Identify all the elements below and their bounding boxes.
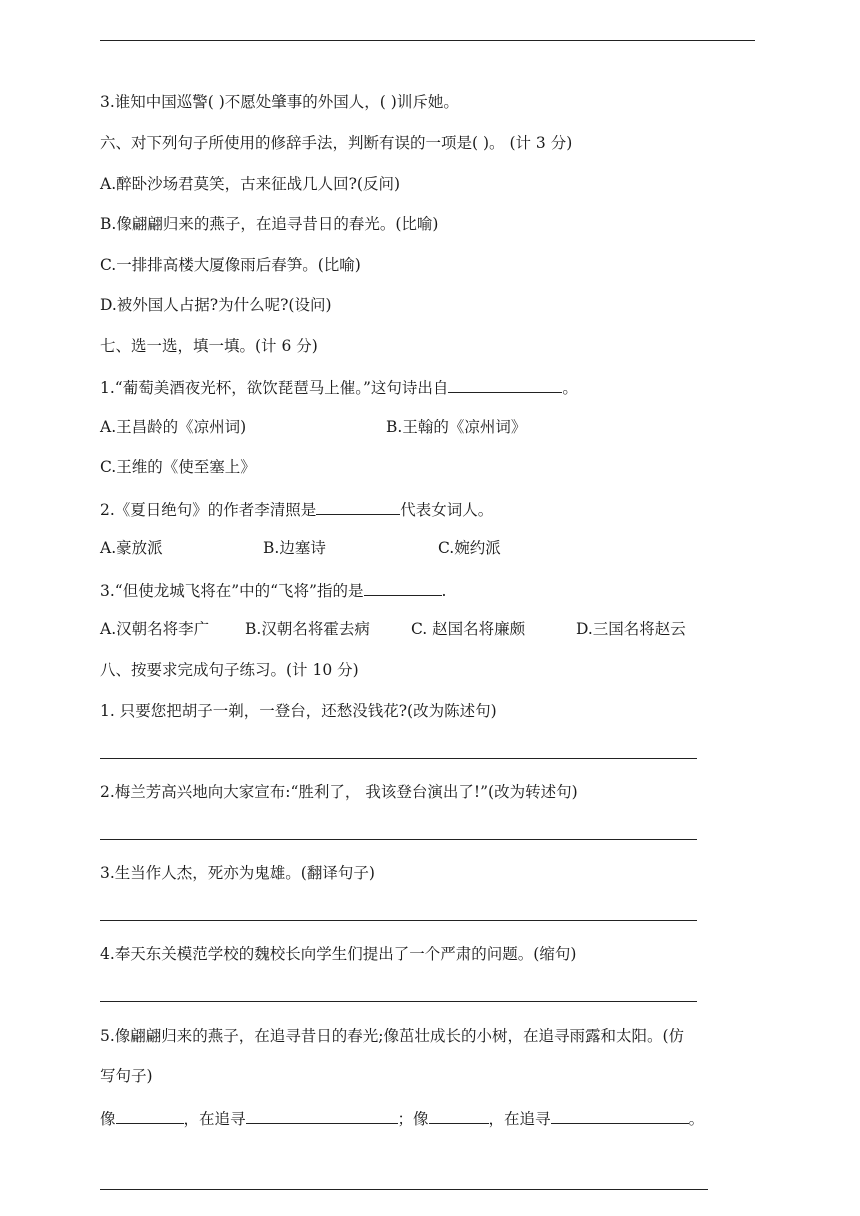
fill-blank-2[interactable] bbox=[246, 1107, 398, 1124]
q2-option-b: B.边塞诗 bbox=[263, 539, 326, 557]
section-8-item-3: 3.生当作人杰，死亦为鬼雄。(翻译句子) bbox=[100, 864, 375, 882]
section-6-title: 六、对下列句子所使用的修辞手法，判断有误的一项是( )。 (计 3 分) bbox=[100, 134, 573, 152]
answer-blank[interactable] bbox=[448, 376, 562, 393]
answer-blank[interactable] bbox=[364, 579, 442, 596]
fill-text: 像 bbox=[100, 1110, 116, 1128]
question-text: 1.“葡萄美酒夜光杯，欲饮琵琶马上催。”这句诗出自 bbox=[100, 379, 449, 397]
fill-text: ，在追寻 bbox=[488, 1110, 551, 1128]
fill-blank-3[interactable] bbox=[429, 1107, 489, 1124]
section-8-item-4: 4.奉天东关模范学校的魏校长向学生们提出了一个严肃的问题。(缩句) bbox=[100, 945, 577, 963]
section-7-question-1 bbox=[100, 376, 578, 398]
q3-option-d: D.三国名将赵云 bbox=[576, 620, 686, 638]
section-8-item-5-line-2: 写句子) bbox=[100, 1067, 153, 1085]
answer-line-5[interactable] bbox=[100, 1189, 708, 1190]
section-7-title: 七、选一选，填一填。(计 6 分) bbox=[100, 337, 318, 355]
section-8-item-2: 2.梅兰芳高兴地向大家宣布:“胜利了， 我该登台演出了!”(改为转述句) bbox=[100, 783, 578, 801]
top-rule bbox=[100, 40, 755, 41]
answer-line-4[interactable] bbox=[100, 1001, 697, 1002]
section-8-item-1: 1. 只要您把胡子一剃，一登台，还愁没钱花?(改为陈述句) bbox=[100, 702, 497, 720]
q2-option-c: C.婉约派 bbox=[438, 539, 501, 557]
q1-option-b: B.王翰的《凉州词》 bbox=[386, 418, 527, 436]
fill-text: ，在追寻 bbox=[183, 1110, 246, 1128]
answer-blank[interactable] bbox=[316, 498, 400, 515]
section-6-option-c: C.一排排高楼大厦像雨后春笋。(比喻) bbox=[100, 256, 361, 274]
q2-option-a: A.豪放派 bbox=[100, 539, 163, 557]
answer-line-2[interactable] bbox=[100, 839, 697, 840]
question-text-end: 代表女词人。 bbox=[400, 501, 494, 519]
answer-line-3[interactable] bbox=[100, 920, 697, 921]
question-text-end: . bbox=[441, 582, 447, 600]
question-text-end: 。 bbox=[562, 379, 578, 397]
fill-blank-4[interactable] bbox=[551, 1107, 689, 1124]
q3-option-b: B.汉朝名将霍去病 bbox=[245, 620, 370, 638]
fill-text: ；像 bbox=[397, 1110, 429, 1128]
question-5-3: 3.谁知中国巡警( )不愿处肇事的外国人，( )训斥她。 bbox=[100, 93, 459, 111]
imitation-fill-line bbox=[100, 1107, 704, 1129]
fill-blank-1[interactable] bbox=[116, 1107, 184, 1124]
section-7-question-2 bbox=[100, 498, 493, 520]
section-6-option-d: D.被外国人占据?为什么呢?(设问) bbox=[100, 296, 332, 314]
question-text: 3.“但使龙城飞将在”中的“飞将”指的是 bbox=[100, 582, 364, 600]
section-8-item-5-line-1: 5.像翩翩归来的燕子，在追寻昔日的春光;像茁壮成长的小树，在追寻雨露和太阳。(仿 bbox=[100, 1027, 685, 1045]
section-7-question-3 bbox=[100, 579, 446, 601]
q3-option-a: A.汉朝名将李广 bbox=[100, 620, 210, 638]
q3-option-c: C. 赵国名将廉颇 bbox=[411, 620, 526, 638]
section-8-title: 八、按要求完成句子练习。(计 10 分) bbox=[100, 661, 359, 679]
fill-text: 。 bbox=[688, 1110, 705, 1128]
q1-option-c: C.王维的《使至塞上》 bbox=[100, 458, 256, 476]
question-text: 2.《夏日绝句》的作者李清照是 bbox=[100, 501, 317, 519]
section-6-option-b: B.像翩翩归来的燕子，在追寻昔日的春光。(比喻) bbox=[100, 215, 439, 233]
answer-line-1[interactable] bbox=[100, 758, 697, 759]
section-6-option-a: A.醉卧沙场君莫笑，古来征战几人回?(反问) bbox=[100, 175, 401, 193]
q1-option-a: A.王昌龄的《凉州词) bbox=[100, 418, 247, 436]
